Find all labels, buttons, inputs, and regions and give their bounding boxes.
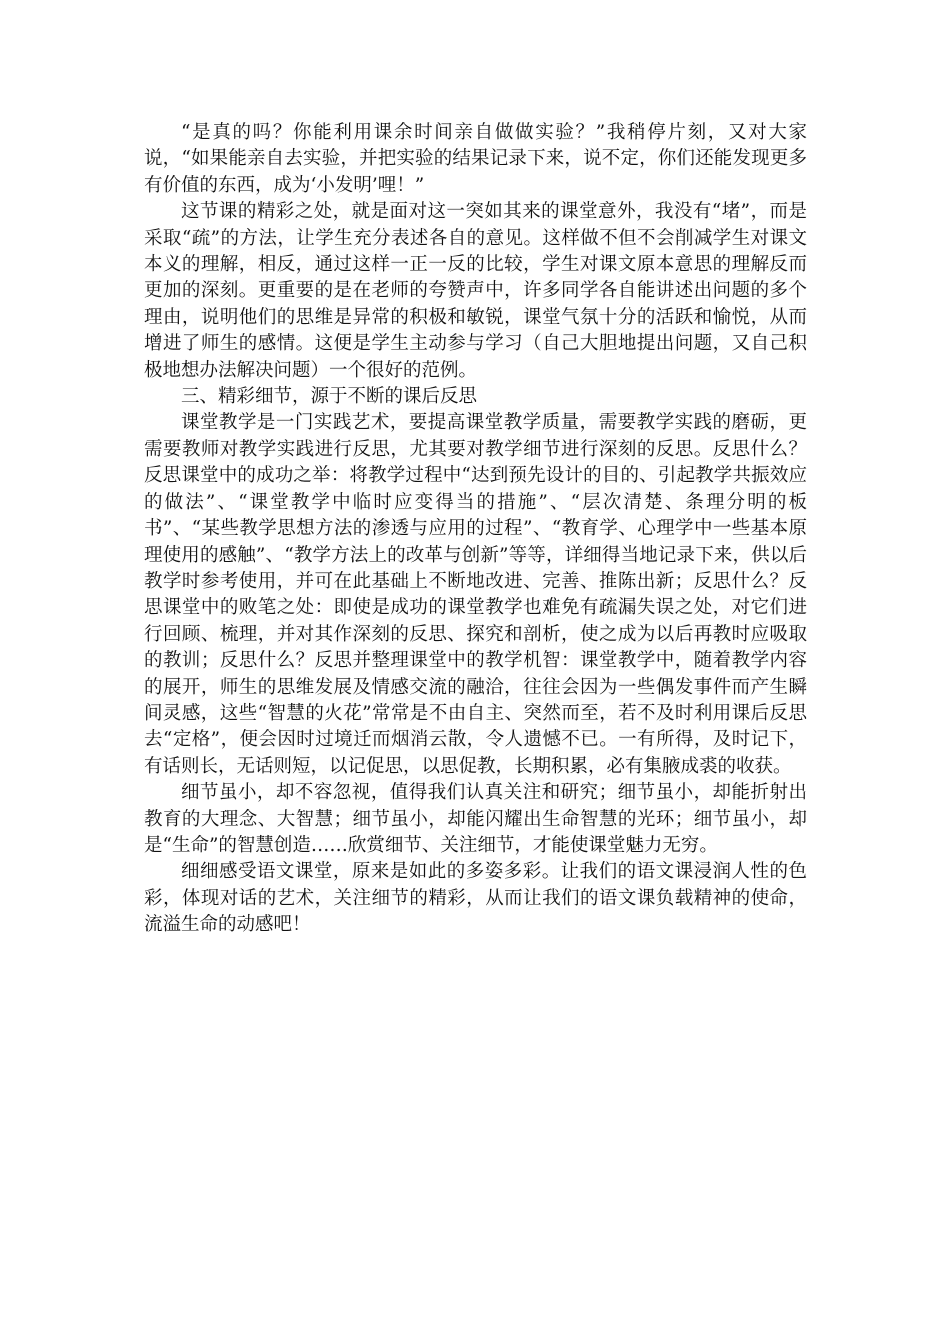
paragraph-lesson-highlight: 这节课的精彩之处，就是面对这一突如其来的课堂意外，我没有“堵”，而是采取“疏”的方法，让学生充分表述各自的意见。这样做不但不会削减学生对课文本义的理解，相反，通过这样一正一反的比较，学生对课文原本意思的理解反而更加的深刻。更重要的是在老师的夸赞声中，许多同学各自能讲述出问题的多个理由，说明他们的思维是异常的积极和敏锐，课堂气氛十分的活跃和愉悦，从而增进了师生的感情。这便是学生主动参与学习（自己大胆地提出问题，又自己积极地想办法解决问题）一个很好的范例。 [144,201,807,381]
paragraph-details-matter: 细节虽小，却不容忽视，值得我们认真关注和研究；细节虽小，却能折射出教育的大理念、大智慧；细节虽小，却能闪耀出生命智慧的光环；细节虽小，却是“生命”的智慧创造……欣赏细节、关注细节，才能使课堂魅力无穷。 [144,782,807,856]
section-heading-reflection: 三、精彩细节，源于不断的课后反思 [181,386,478,408]
paragraph-conclusion: 细细感受语文课堂，原来是如此的多姿多彩。让我们的语文课浸润人性的色彩，体现对话的艺术，关注细节的精彩，从而让我们的语文课负载精神的使命，流溢生命的动感吧！ [144,861,807,936]
paragraph-experiment-quote: “是真的吗？你能利用课余时间亲自做做实验？”我稍停片刻，又对大家说，“如果能亲自去实验，并把实验的结果记录下来，说不定，你们还能发现更多有价值的东西，成为‘小发明’哩！” [144,122,807,196]
document-page [144,120,807,939]
paragraph-classroom-reflection: 课堂教学是一门实践艺术，要提高课堂教学质量，需要教学实践的磨砺，更需要教师对教学实践进行反思，尤其要对教学细节进行深刻的反思。反思什么？反思课堂中的成功之举：将教学过程中“达到预先设计的目的、引起教学共振效应的做法”、“课堂教学中临时应变得当的措施”、“层次清楚、条理分明的板书”、“某些教学思想方法的渗透与应用的过程”、“教育学、心理学中一些基本原理使用的感触”、“教学方法上的改革与创新”等等，详细得当地记录下来，供以后教学时参考使用，并可在此基础上不断地改进、完善、推陈出新；反思什么？反思课堂中的败笔之处：即使是成功的课堂教学也难免有疏漏失误之处，对它们进行回顾、梳理，并对其作深刻的反思、探究和剖析，使之成为以后再教时应吸取的教训；反思什么？反思并整理课堂中的教学机智：课堂教学中，随着教学内容的展开，师生的思维发展及情感交流的融洽，往往会因为一些偶发事件而产生瞬间灵感，这些“智慧的火花”常常是不由自主、突然而至，若不及时利用课后反思去“定格”，便会因时过境迁而烟消云散，令人遗憾不已。一有所得，及时记下，有话则长，无话则短，以记促思，以思促教，长期积累，必有集腋成裘的收获。 [144,412,807,777]
